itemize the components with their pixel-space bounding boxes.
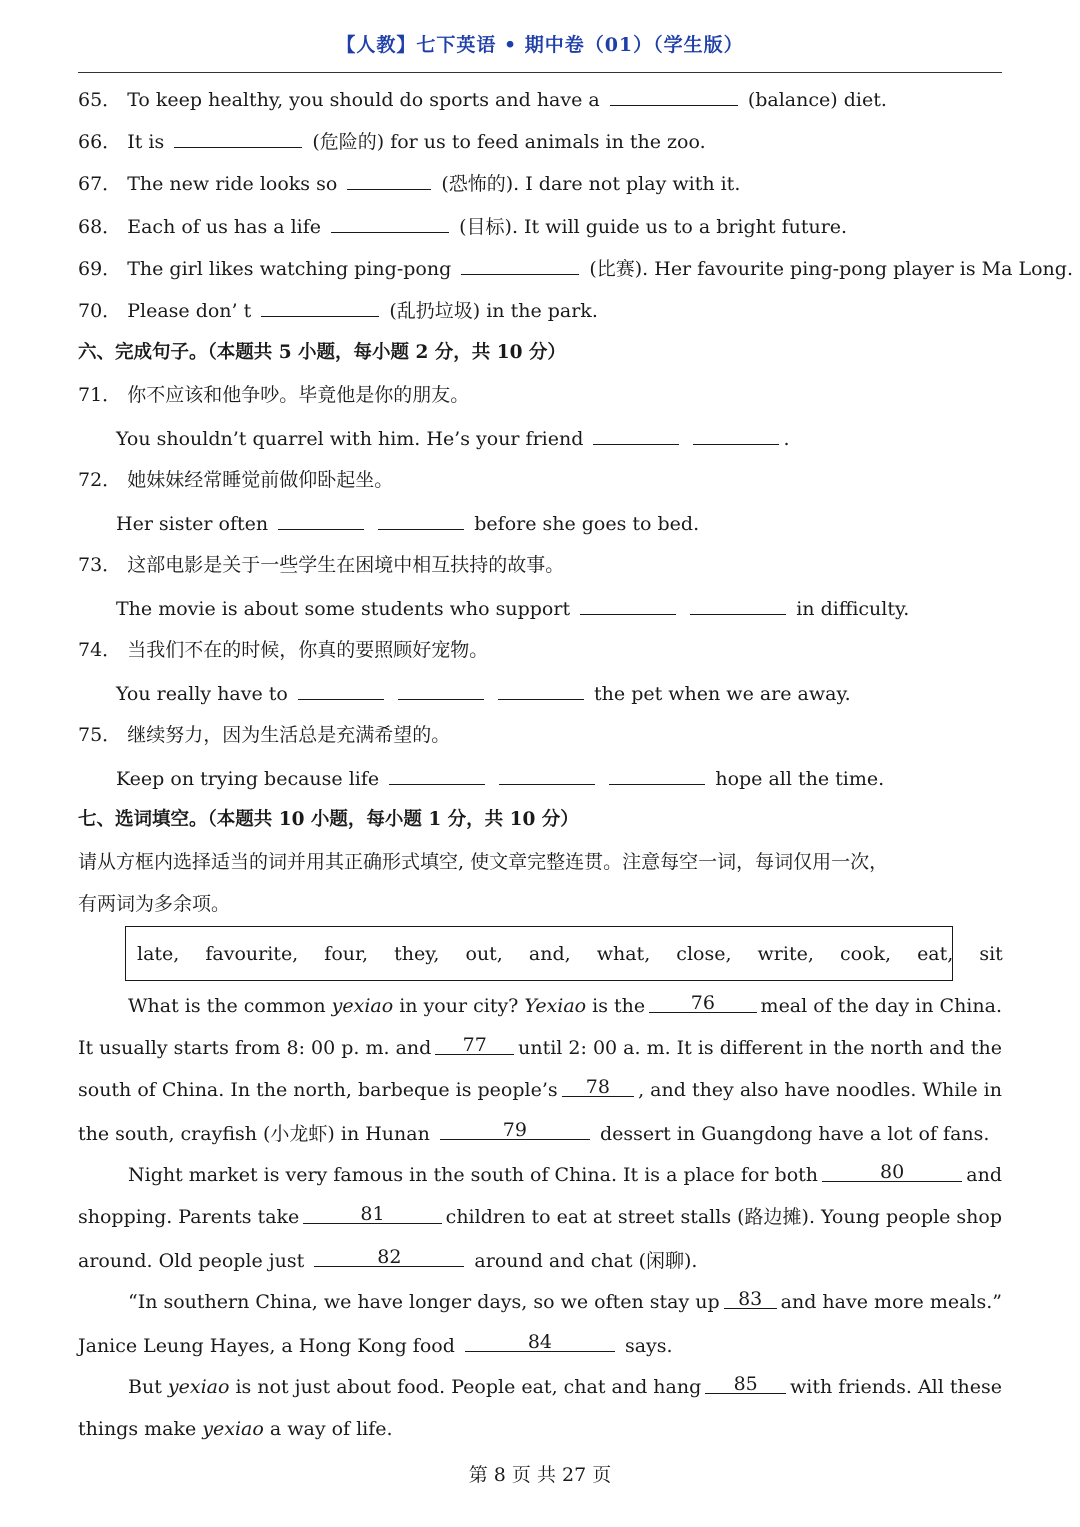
question-hint: (乱扔垃圾) in the park. bbox=[389, 300, 598, 322]
answer-blank[interactable] bbox=[389, 766, 485, 785]
question-number: 65． bbox=[78, 89, 122, 111]
passage-text: south of China. In the north, barbeque is people’s bbox=[78, 1079, 558, 1101]
answer-blank[interactable] bbox=[610, 87, 738, 106]
passage-line bbox=[128, 994, 1002, 1018]
passage-text: with friends. All these bbox=[790, 1376, 1002, 1398]
passage-line bbox=[128, 1163, 1002, 1187]
answer-blank[interactable] bbox=[331, 214, 449, 233]
passage-text: meal of the day in China. bbox=[760, 995, 1002, 1017]
passage-text: But bbox=[128, 1376, 168, 1398]
passage-text: children to eat at street stalls (路边摊). Young people shop bbox=[445, 1206, 1002, 1228]
question-chinese: 这部电影是关于一些学生在困境中相互扶持的故事。 bbox=[127, 554, 565, 576]
blank-number: 81 bbox=[360, 1203, 385, 1225]
blank-number: 80 bbox=[880, 1161, 905, 1183]
passage-text: in your city? bbox=[393, 995, 525, 1017]
question-number: 71． bbox=[78, 384, 122, 406]
blank-76[interactable] bbox=[649, 994, 756, 1013]
passage-text: and bbox=[966, 1164, 1002, 1186]
passage-line bbox=[128, 1375, 1002, 1399]
question-number: 66． bbox=[78, 131, 122, 153]
word-option: sit bbox=[979, 943, 1003, 965]
question-72-en bbox=[116, 511, 699, 536]
question-text: Keep on trying because life bbox=[116, 768, 380, 790]
blank-number: 79 bbox=[502, 1119, 527, 1141]
passage-text: “In southern China, we have longer days, so we often stay up bbox=[128, 1291, 720, 1313]
passage-italic: yexiao bbox=[202, 1418, 264, 1440]
passage-text: Night market is very famous in the south of China. It is a place for both bbox=[128, 1164, 819, 1186]
word-option: cook, bbox=[839, 943, 892, 965]
passage-text: around. Old people just bbox=[78, 1250, 305, 1272]
question-text: You shouldn’t quarrel with him. He’s your friend bbox=[116, 428, 584, 450]
word-option: write, bbox=[757, 943, 814, 965]
answer-blank[interactable] bbox=[347, 171, 431, 190]
question-text: The new ride looks so bbox=[127, 173, 338, 195]
answer-blank[interactable] bbox=[609, 766, 705, 785]
blank-84[interactable] bbox=[465, 1333, 615, 1352]
question-74-en bbox=[116, 681, 851, 706]
passage-text: shopping. Parents take bbox=[78, 1206, 300, 1228]
question-number: 72． bbox=[78, 469, 122, 491]
passage-line bbox=[78, 1417, 393, 1441]
blank-83[interactable] bbox=[724, 1290, 777, 1309]
question-73-cn bbox=[78, 553, 564, 577]
question-chinese: 当我们不在的时候，你真的要照顾好宠物。 bbox=[127, 639, 489, 661]
passage-italic: yexiao bbox=[331, 995, 394, 1017]
passage-text: says. bbox=[624, 1335, 673, 1357]
section-7-instruction-cont: 有两词为多余项。 bbox=[78, 893, 231, 915]
passage-line bbox=[128, 1290, 1002, 1314]
question-hint: (balance) diet. bbox=[747, 89, 887, 111]
passage-text: It usually starts from 8: 00 p. m. and bbox=[78, 1037, 432, 1059]
blank-78[interactable] bbox=[562, 1078, 634, 1097]
question-text: You really have to bbox=[116, 683, 288, 705]
question-text: Her sister often bbox=[116, 513, 269, 535]
blank-80[interactable] bbox=[822, 1163, 962, 1182]
blank-77[interactable] bbox=[435, 1036, 514, 1055]
question-71-cn bbox=[78, 383, 469, 407]
passage-text: is the bbox=[586, 995, 646, 1017]
passage-line bbox=[78, 1078, 1002, 1102]
passage-line bbox=[78, 1121, 989, 1146]
answer-blank[interactable] bbox=[499, 766, 595, 785]
question-69 bbox=[78, 256, 1073, 281]
question-67 bbox=[78, 171, 740, 196]
section-7-title: 七、选词填空。（本题共 10 小题，每小题 1 分，共 10 分） bbox=[78, 809, 579, 830]
passage-text: the south, crayfish (小龙虾) in Hunan bbox=[78, 1123, 430, 1145]
question-number: 68． bbox=[78, 216, 122, 238]
question-text: The girl likes watching ping-pong bbox=[127, 258, 452, 280]
question-text: The movie is about some students who support bbox=[116, 598, 571, 620]
question-chinese: 继续努力，因为生活总是充满希望的。 bbox=[127, 724, 451, 746]
answer-blank[interactable] bbox=[298, 681, 384, 700]
page-header-title: 【人教】七下英语 • 期中卷（01）（学生版） bbox=[336, 34, 744, 56]
question-68 bbox=[78, 214, 847, 239]
blank-85[interactable] bbox=[705, 1375, 786, 1394]
answer-blank[interactable] bbox=[398, 681, 484, 700]
passage-text: a way of life. bbox=[263, 1418, 393, 1440]
word-option: eat, bbox=[917, 943, 954, 965]
section-6-title: 六、完成句子。（本题共 5 小题，每小题 2 分，共 10 分） bbox=[78, 342, 566, 363]
answer-blank[interactable] bbox=[690, 596, 786, 615]
blank-number: 84 bbox=[527, 1331, 553, 1353]
word-option: and, bbox=[528, 943, 571, 965]
question-70 bbox=[78, 298, 598, 323]
answer-blank[interactable] bbox=[693, 426, 779, 445]
passage-line bbox=[78, 1036, 1002, 1060]
passage-text: dessert in Guangdong have a lot of fans. bbox=[599, 1123, 990, 1145]
passage-line bbox=[78, 1205, 1002, 1229]
passage-text: is not just about food. People eat, chat and hang bbox=[229, 1376, 702, 1398]
question-number: 73． bbox=[78, 554, 122, 576]
word-option: favourite, bbox=[205, 943, 299, 965]
blank-79[interactable] bbox=[440, 1121, 590, 1140]
passage-text: What is the common bbox=[128, 995, 332, 1017]
passage-text: , and they also have noodles. While in bbox=[638, 1079, 1002, 1101]
passage-italic: yexiao bbox=[167, 1376, 230, 1398]
passage-text: around and chat (闲聊). bbox=[474, 1250, 698, 1272]
question-text-end: hope all the time. bbox=[715, 768, 885, 790]
answer-blank[interactable] bbox=[261, 298, 379, 317]
question-text: It is bbox=[127, 131, 165, 153]
question-hint: (目标). It will guide us to a bright future. bbox=[459, 216, 848, 238]
question-66 bbox=[78, 129, 706, 154]
word-option: late, bbox=[137, 943, 180, 965]
blank-number: 83 bbox=[738, 1288, 763, 1310]
question-number: 74． bbox=[78, 639, 122, 661]
question-text-end: . bbox=[783, 428, 790, 450]
passage-text: Janice Leung Hayes, a Hong Kong food bbox=[78, 1335, 455, 1357]
question-text: To keep healthy, you should do sports and have a bbox=[127, 89, 600, 111]
blank-number: 85 bbox=[733, 1373, 758, 1395]
question-hint: (恐怖的). I dare not play with it. bbox=[441, 173, 741, 195]
blank-82[interactable] bbox=[314, 1248, 464, 1267]
question-number: 75． bbox=[78, 724, 122, 746]
answer-blank[interactable] bbox=[580, 596, 676, 615]
question-text: Please don’ t bbox=[127, 300, 252, 322]
passage-line bbox=[78, 1333, 673, 1358]
word-option: out, bbox=[465, 943, 503, 965]
question-number: 69． bbox=[78, 258, 122, 280]
answer-blank[interactable] bbox=[278, 511, 364, 530]
page-footer: 第 8 页 共 27 页 bbox=[468, 1464, 612, 1486]
question-text-end: in difficulty. bbox=[796, 598, 910, 620]
blank-number: 76 bbox=[690, 992, 715, 1014]
question-75-en bbox=[116, 766, 884, 791]
answer-blank[interactable] bbox=[593, 426, 679, 445]
question-hint: (危险的) for us to feed animals in the zoo. bbox=[312, 131, 706, 153]
passage-italic: Yexiao bbox=[524, 995, 587, 1017]
word-option: four, bbox=[324, 943, 369, 965]
header-divider bbox=[78, 72, 1002, 73]
passage-text: until 2: 00 a. m. It is different in the north and the bbox=[518, 1037, 1002, 1059]
question-74-cn bbox=[78, 638, 488, 662]
question-text-end: the pet when we are away. bbox=[594, 683, 851, 705]
question-chinese: 你不应该和他争吵。毕竟他是你的朋友。 bbox=[127, 384, 470, 406]
word-bank-box bbox=[125, 926, 1003, 981]
answer-blank[interactable] bbox=[461, 256, 579, 275]
word-option: what, bbox=[596, 943, 651, 965]
blank-number: 78 bbox=[585, 1076, 610, 1098]
question-chinese: 她妹妹经常睡觉前做仰卧起坐。 bbox=[127, 469, 394, 491]
question-73-en bbox=[116, 596, 909, 621]
word-option: they, bbox=[394, 943, 440, 965]
question-text: Each of us has a life bbox=[127, 216, 322, 238]
answer-blank[interactable] bbox=[378, 511, 464, 530]
question-hint: (比赛). Her favourite ping-pong player is Ma Long. bbox=[589, 258, 1073, 280]
blank-81[interactable] bbox=[303, 1205, 441, 1224]
question-65 bbox=[78, 87, 887, 112]
question-text-end: before she goes to bed. bbox=[474, 513, 700, 535]
answer-blank[interactable] bbox=[498, 681, 584, 700]
word-option: close, bbox=[676, 943, 732, 965]
question-75-cn bbox=[78, 723, 450, 747]
question-72-cn bbox=[78, 468, 393, 492]
word-bank bbox=[137, 943, 1023, 965]
blank-number: 82 bbox=[377, 1246, 402, 1268]
blank-number: 77 bbox=[462, 1034, 487, 1056]
question-number: 70． bbox=[78, 300, 122, 322]
passage-line bbox=[78, 1248, 697, 1273]
question-71-en bbox=[116, 426, 790, 451]
answer-blank[interactable] bbox=[174, 129, 302, 148]
question-number: 67． bbox=[78, 173, 122, 195]
passage-text: and have more meals.” bbox=[780, 1291, 1002, 1313]
passage-text: things make bbox=[78, 1418, 203, 1440]
section-7-instruction: 请从方框内选择适当的词并用其正确形式填空, 使文章完整连贯。注意每空一词，每词仅用一次， bbox=[78, 851, 889, 873]
